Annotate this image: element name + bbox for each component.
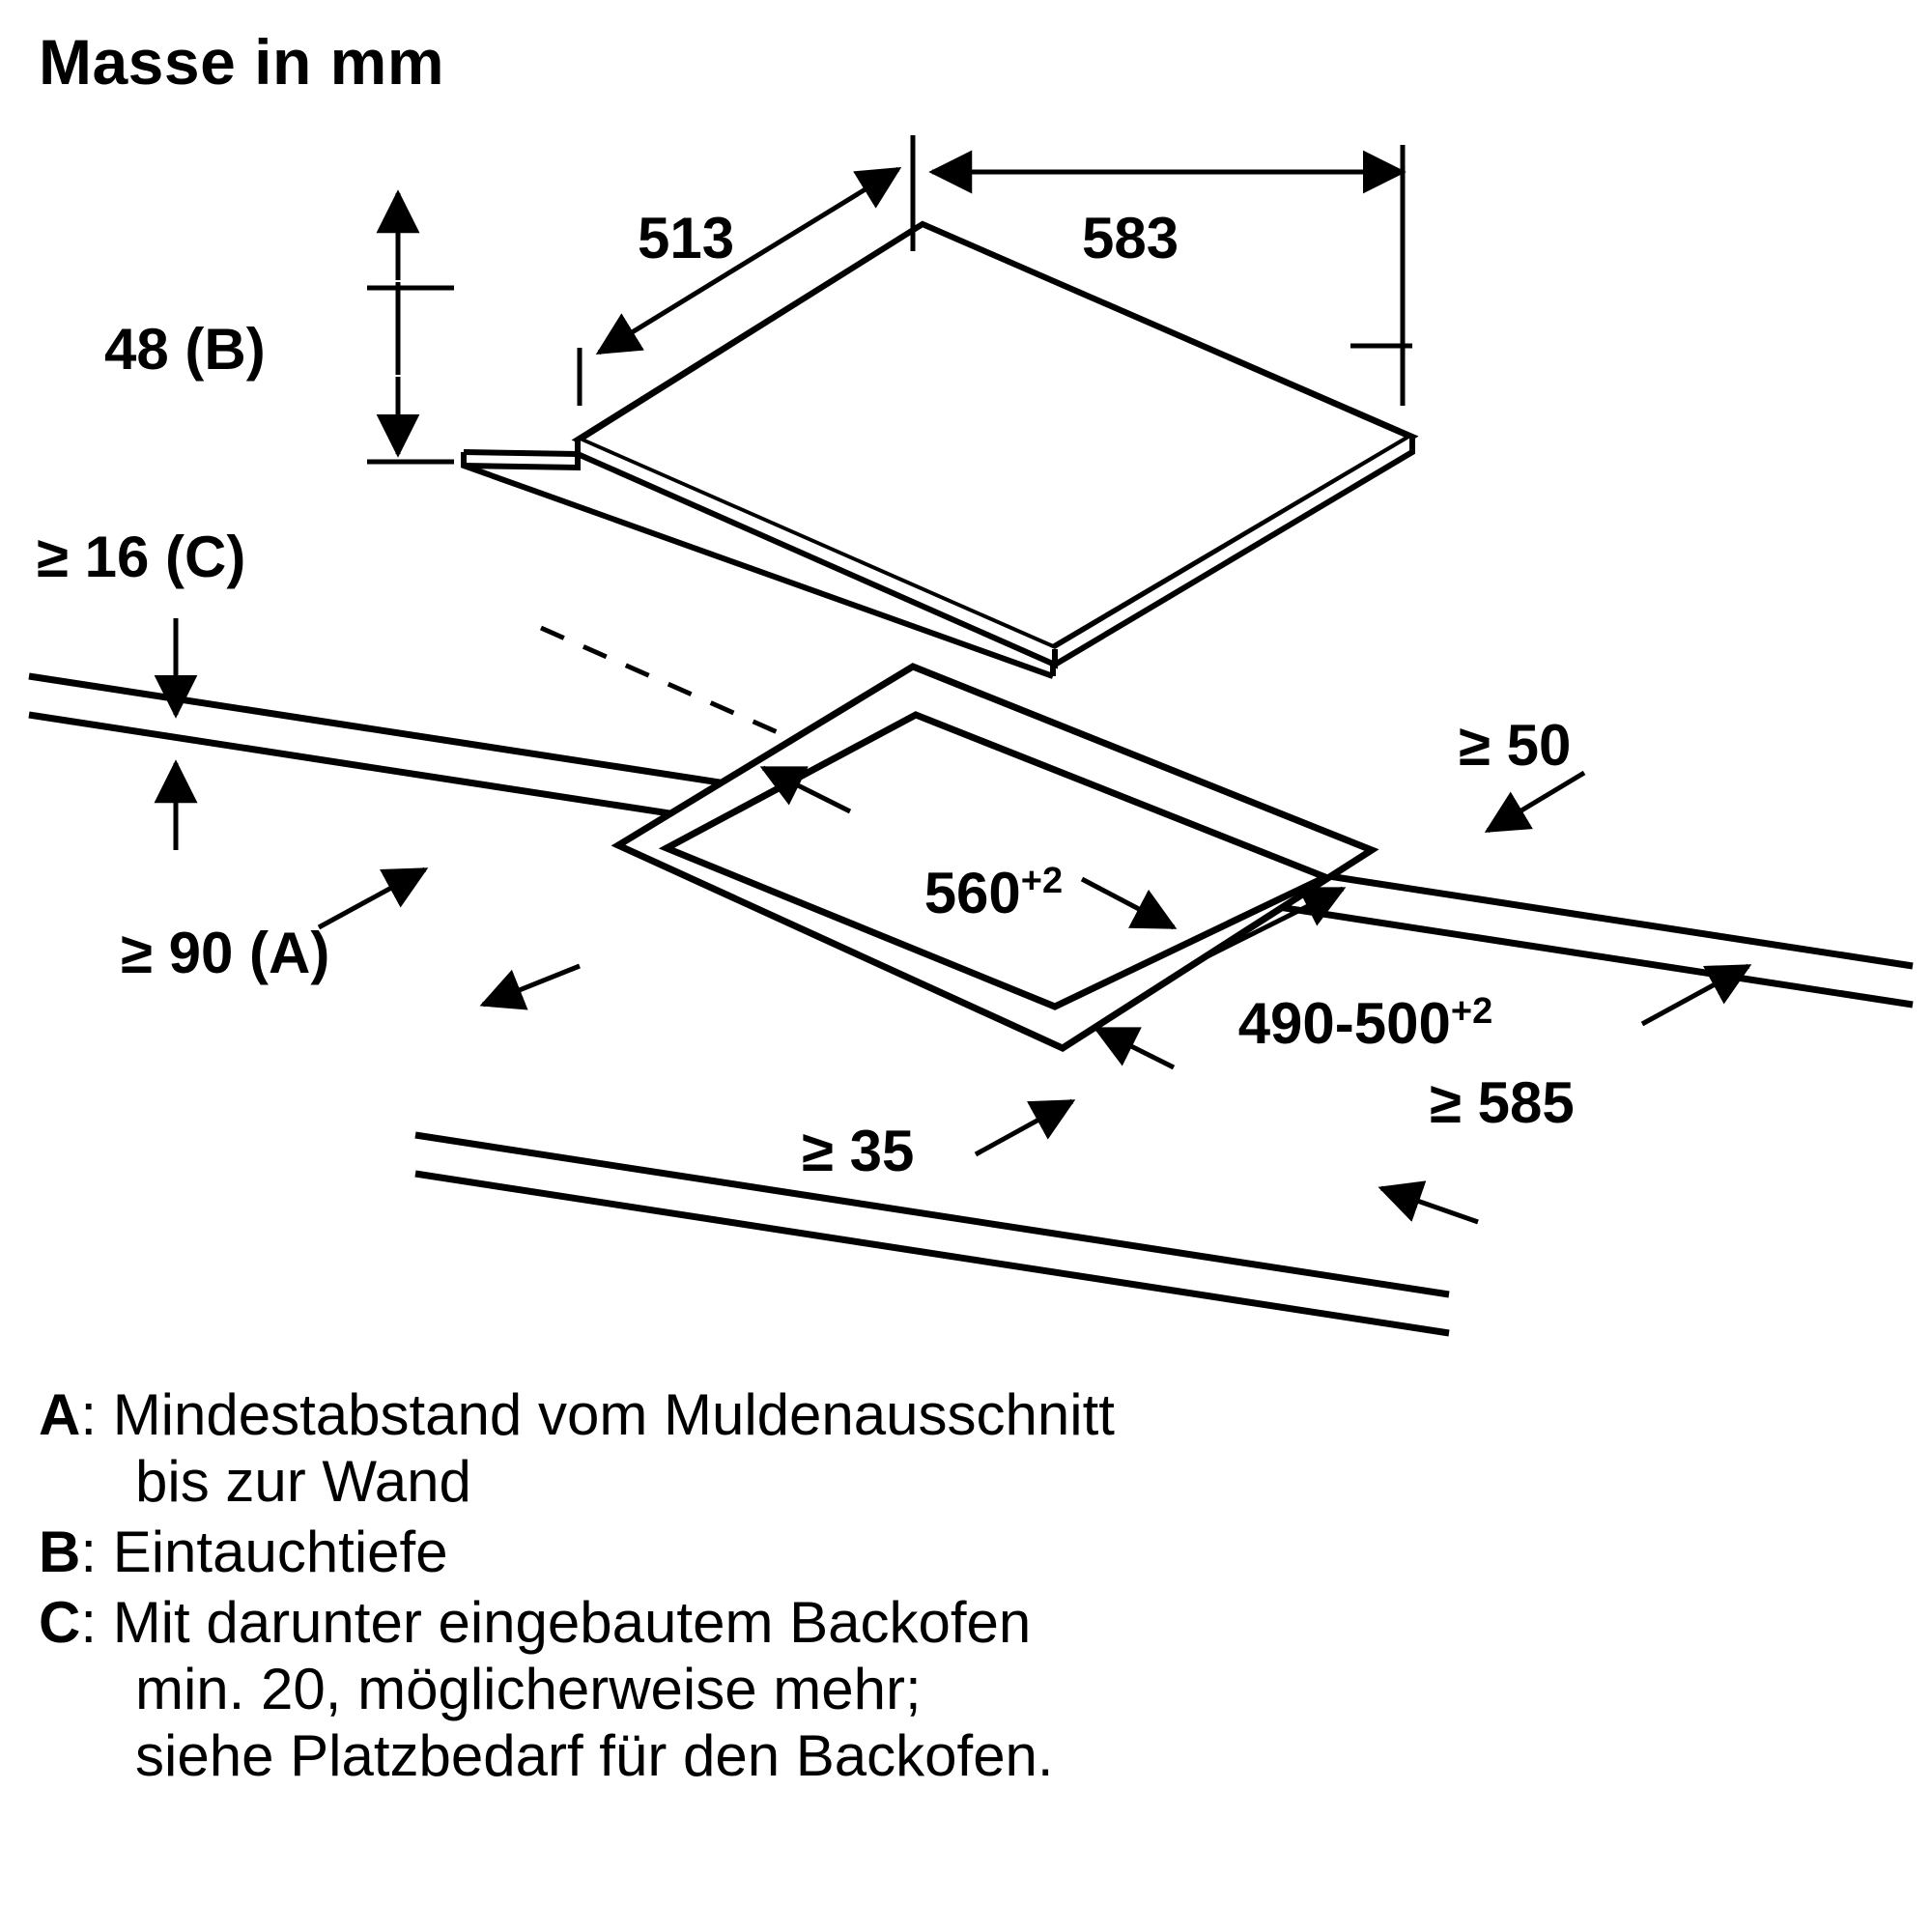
legend-text-b-line1: Eintauchtiefe bbox=[112, 1520, 448, 1584]
legend-text-a-line2: bis zur Wand bbox=[135, 1449, 471, 1514]
dim-front-clearance: ≥ 35 bbox=[802, 1119, 915, 1183]
legend bbox=[39, 1381, 1874, 1793]
dim-worktop-depth: ≥ 585 bbox=[1430, 1070, 1575, 1135]
legend-item-a bbox=[39, 1381, 1874, 1515]
page-title: Masse in mm bbox=[39, 26, 444, 98]
legend-text-c-line3: siehe Platzbedarf für den Backofen. bbox=[135, 1723, 1054, 1788]
dim-worktop-thickness: ≥ 16 (C) bbox=[37, 525, 246, 589]
dim-rear-clearance: ≥ 50 bbox=[1459, 713, 1572, 778]
dim-cutout-width bbox=[860, 802, 1063, 984]
dim-appliance-depth: 513 bbox=[638, 206, 735, 270]
legend-key-c: C bbox=[39, 1590, 81, 1655]
dim-immersion-depth: 48 (B) bbox=[104, 317, 266, 382]
legend-text-a-line1: Mindestabstand vom Muldenausschnitt bbox=[112, 1382, 1115, 1447]
legend-key-b: B bbox=[39, 1520, 81, 1584]
legend-sep-c: : bbox=[80, 1590, 113, 1655]
dim-appliance-width: 583 bbox=[1082, 206, 1179, 270]
legend-text-c-line2: min. 20, möglicherweise mehr; bbox=[135, 1657, 922, 1721]
legend-item-b bbox=[39, 1519, 1874, 1585]
legend-item-c bbox=[39, 1589, 1874, 1789]
dim-cutout-width-value: 560 bbox=[923, 861, 1021, 925]
dim-cutout-depth-value: 490-500 bbox=[1237, 991, 1451, 1056]
dim-cutout-depth-tolerance: +2 bbox=[1450, 991, 1493, 1032]
legend-text-c-line1: Mit darunter eingebautem Backofen bbox=[112, 1590, 1032, 1655]
legend-sep-a: : bbox=[80, 1382, 113, 1447]
dim-cutout-width-tolerance: +2 bbox=[1020, 861, 1064, 901]
legend-sep-b: : bbox=[80, 1520, 113, 1584]
dim-wall-distance: ≥ 90 (A) bbox=[121, 921, 330, 985]
legend-key-a: A bbox=[39, 1382, 81, 1447]
